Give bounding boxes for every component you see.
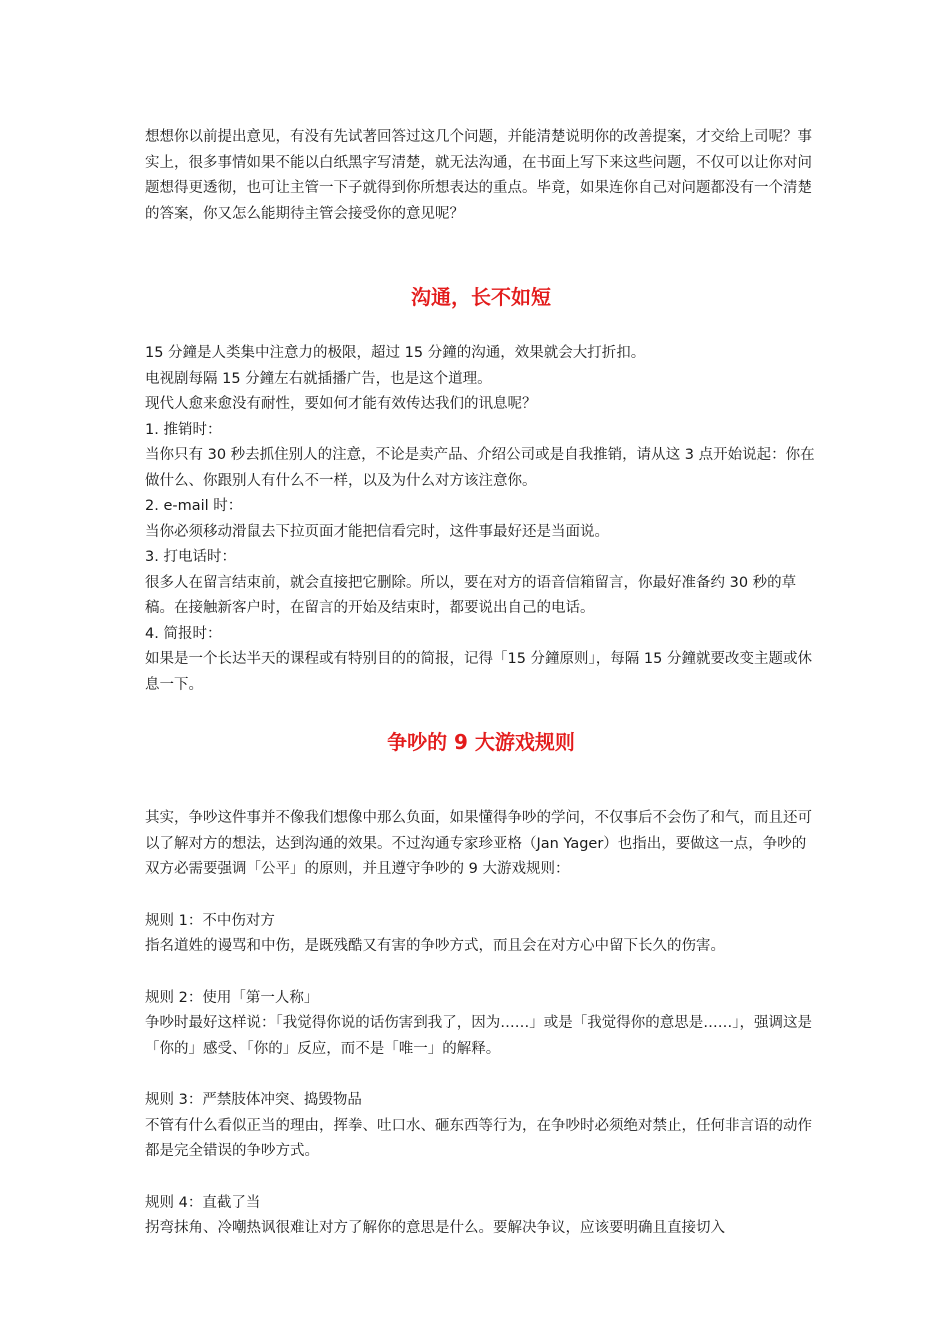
- s1-line-3: 现代人愈来愈没有耐性，要如何才能有效传达我们的讯息呢？: [145, 396, 537, 412]
- s1-item-2-heading: 2. e-mail 时：: [145, 498, 243, 514]
- rule-2-body: 争吵时最好这样说：「我觉得你说的话伤害到我了，因为……」或是「我觉得你的意思是……」，强调这是「你的」感受、「你的」反应，而不是「唯一」的解释。: [145, 1015, 812, 1057]
- rule-3-heading: 规则 3：严禁肢体冲突、捣毁物品: [145, 1092, 362, 1108]
- s1-item-3-body: 很多人在留言结束前，就会直接把它删除。所以，要在对方的语音信箱留言，你最好准备约 30 秒的草稿。在接触新客户时，在留言的开始及结束时，都要说出自己的电话。: [145, 574, 797, 616]
- s1-item-4-body: 如果是一个长达半天的课程或有特别目的的简报，记得「15 分鐘原则」，每隔 15 分鐘就要改变主题或休息一下。: [145, 651, 812, 693]
- document-body: [145, 125, 817, 1242]
- rule-1-heading: 规则 1：不中伤对方: [145, 912, 275, 929]
- s1-line-2: 电视剧每隔 15 分鐘左右就插播广告，也是这个道理。: [145, 370, 492, 387]
- rule-3-body: 不管有什么看似正当的理由，挥拳、吐口水、砸东西等行为，在争吵时必须绝对禁止，任何非言语的动作都是完全错误的争吵方式。: [145, 1117, 812, 1159]
- s1-item-1-body: 当你只有 30 秒去抓住别人的注意，不论是卖产品、介绍公司或是自我推销，请从这 3 点开始说起：你在做什么、你跟别人有什么不一样，以及为什么对方该注意你。: [145, 447, 815, 489]
- rule-2-heading: 规则 2：使用「第一人称」: [145, 989, 319, 1006]
- s1-line-1: 15 分鐘是人类集中注意力的极限，超过 15 分鐘的沟通，效果就会大打折扣。: [145, 345, 646, 361]
- s1-item-1-heading: 1. 推销时：: [145, 421, 222, 438]
- section-title-communication: 沟通，长不如短: [411, 285, 551, 309]
- rule-4-heading: 规则 4：直截了当: [145, 1194, 261, 1211]
- s2-intro: 其实，争吵这件事并不像我们想像中那么负面，如果懂得争吵的学问，不仅事后不会伤了和气，而且还可以了解对方的想法，达到沟通的效果。不过沟通专家珍亚格（Jan Yager）也指出，要做这一点，争吵的双方必需要强调「公平」的原则，并且遵守争吵的 9 大游戏规则：: [145, 810, 812, 877]
- rule-1-body: 指名道姓的谩骂和中伤，是既残酷又有害的争吵方式，而且会在对方心中留下长久的伤害。: [145, 938, 725, 954]
- rule-4-body: 拐弯抹角、冷嘲热讽很难让对方了解你的意思是什么。要解决争议，应该要明确且直接切入: [145, 1220, 725, 1236]
- s1-item-3-heading: 3. 打电话时：: [145, 549, 236, 565]
- s1-item-2-body: 当你必须移动滑鼠去下拉页面才能把信看完时，这件事最好还是当面说。: [145, 523, 609, 540]
- intro-paragraph: 想想你以前提出意见，有没有先试著回答过这几个问题，并能清楚说明你的改善提案，才交给上司呢？事实上，很多事情如果不能以白纸黑字写清楚，就无法沟通，在书面上写下来这些问题，不仅可以让你对问题想得更透彻，也可让主管一下子就得到你所想表达的重点。毕竟，如果连你自己对问题都没有一个清楚的答案，你又怎么能期待主管会接受你的意见呢？: [145, 129, 812, 222]
- s1-item-4-heading: 4. 简报时：: [145, 625, 222, 642]
- section-title-argument-rules: 争吵的 9 大游戏规则: [387, 730, 575, 754]
